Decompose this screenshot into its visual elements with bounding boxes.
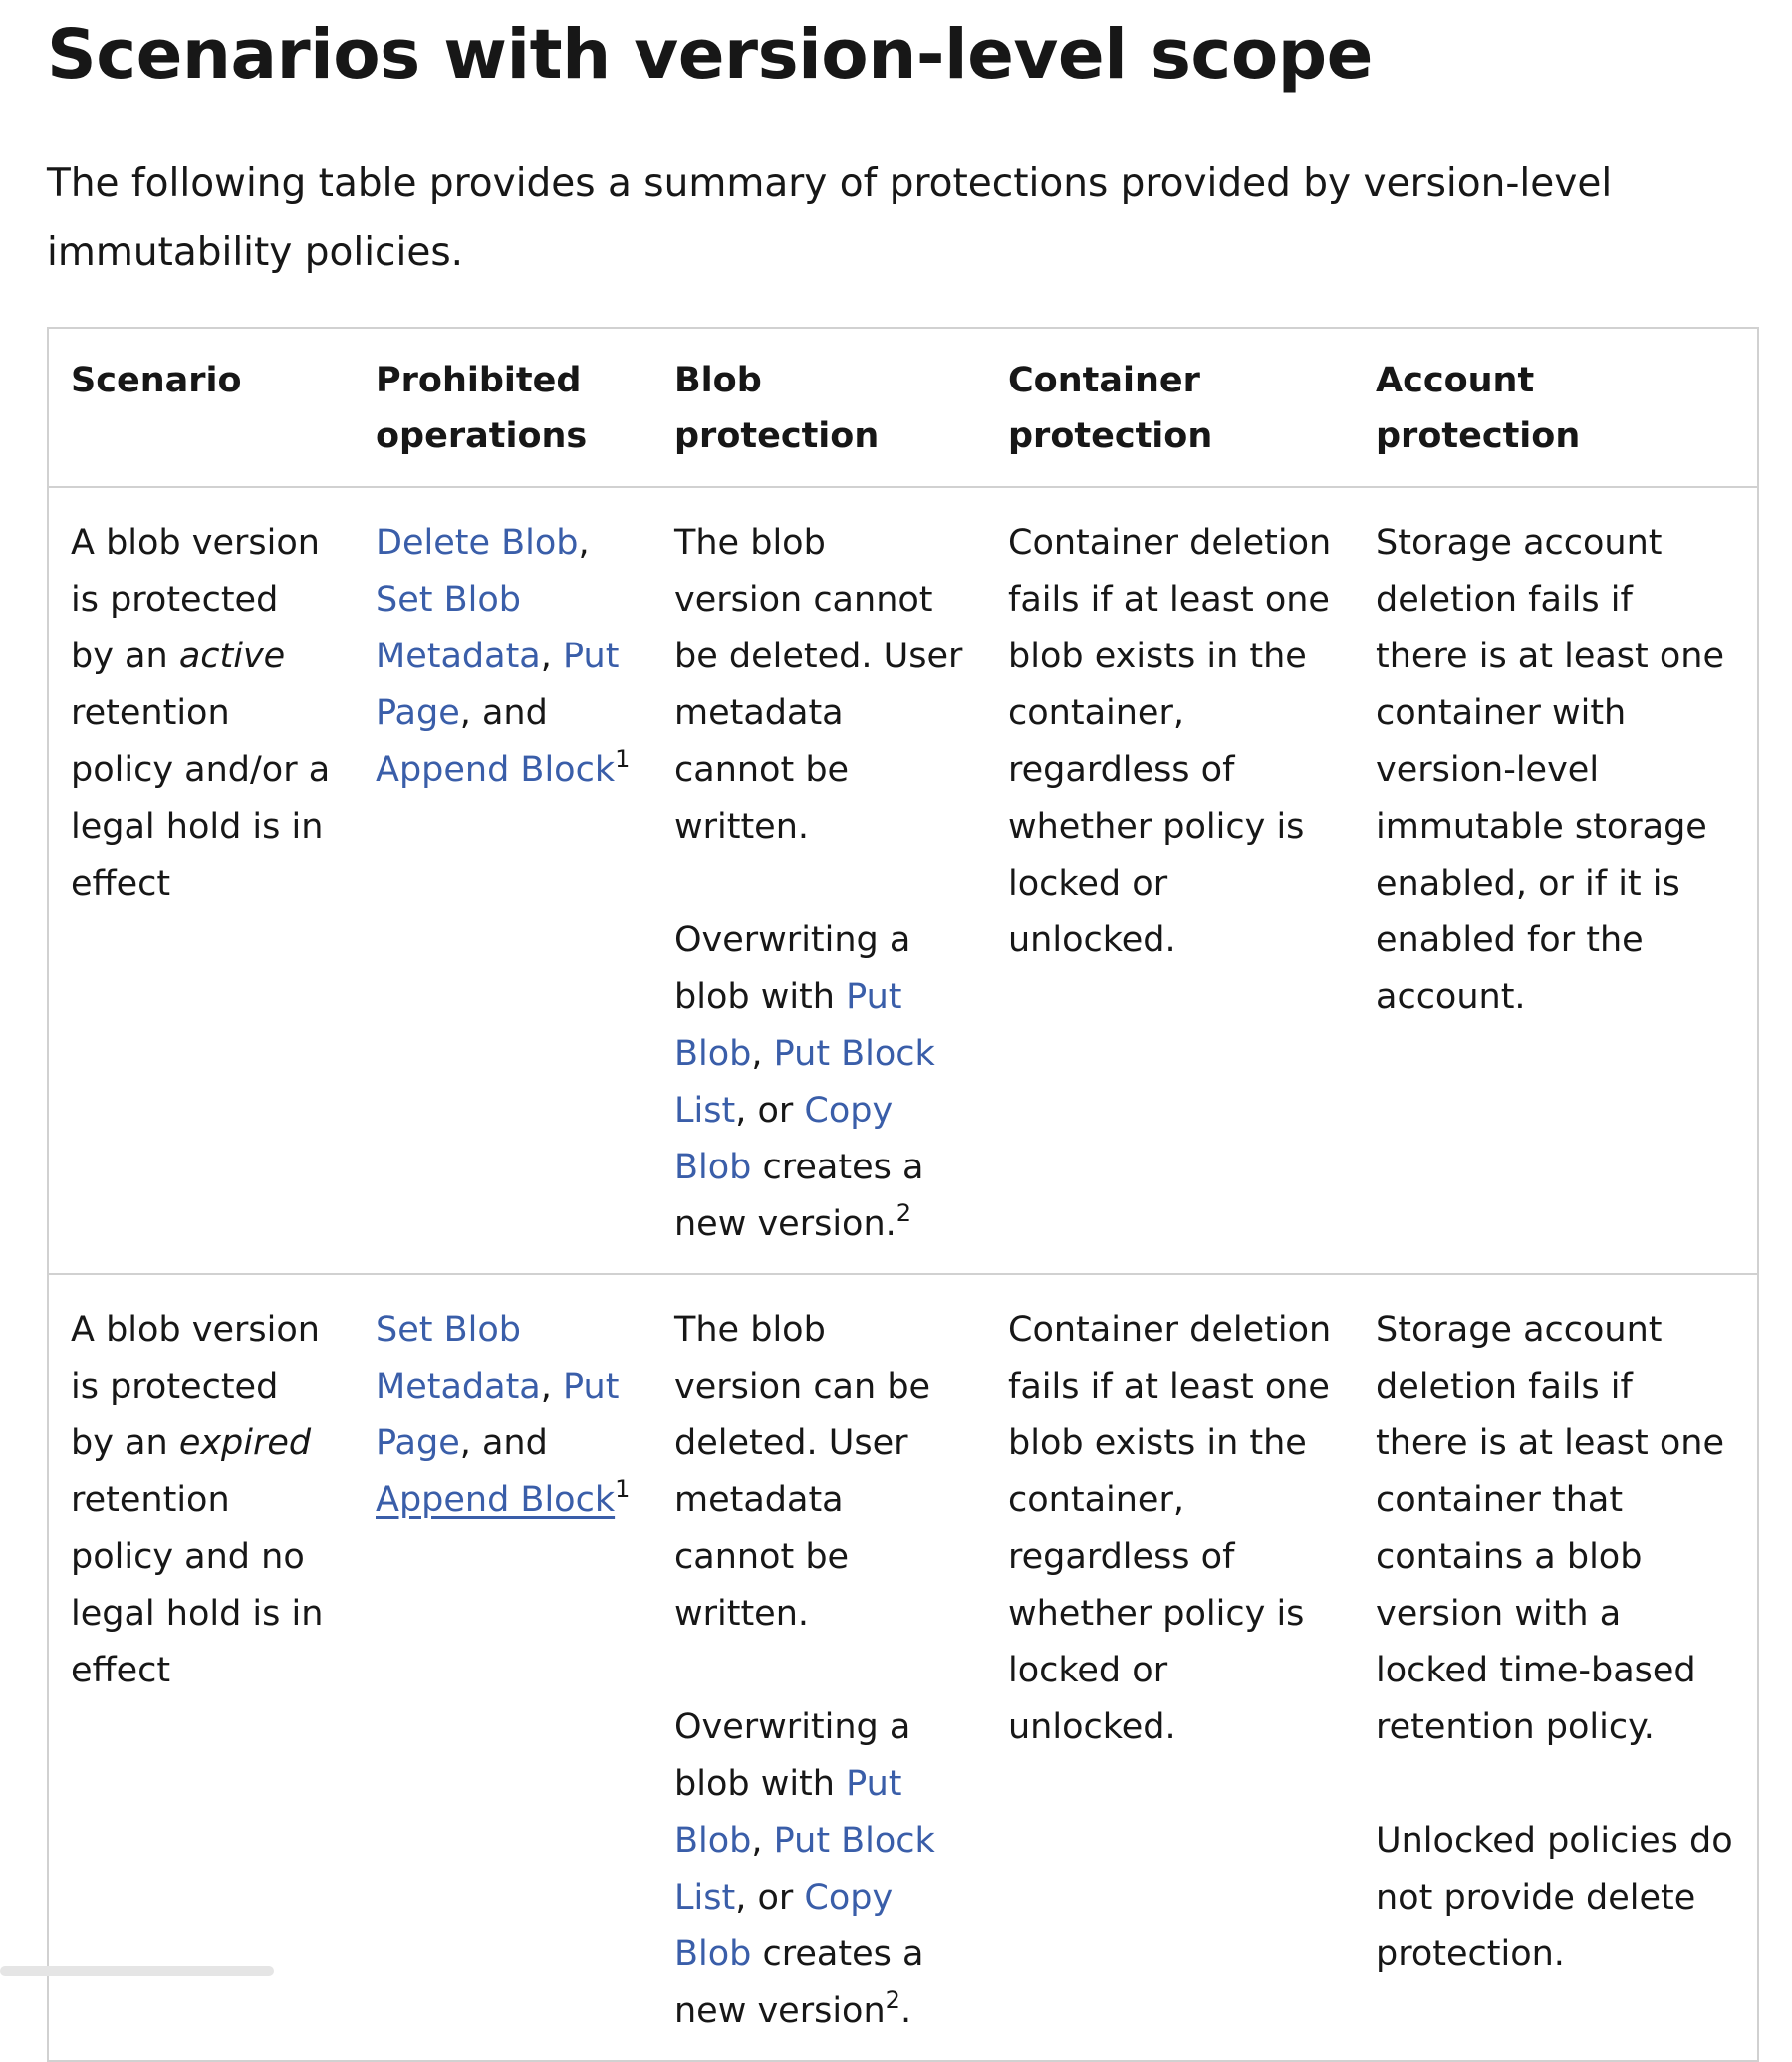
footnote-marker: 2 bbox=[896, 1199, 912, 1227]
blob-overwrite-text bbox=[674, 1699, 964, 2040]
header-prohibited-operations: Prohibited operations bbox=[376, 361, 588, 456]
header-scenario: Scenario bbox=[71, 361, 242, 400]
separator: , and bbox=[459, 693, 548, 733]
append-block-link[interactable]: Append Block bbox=[376, 750, 616, 790]
cell-scenario bbox=[48, 1274, 354, 2061]
append-block-link[interactable]: Append Block bbox=[376, 1480, 616, 1520]
separator: , bbox=[578, 523, 590, 563]
set-blob-metadata-link[interactable]: Set Blob Metadata bbox=[376, 1310, 541, 1407]
blob-overwrite-text bbox=[674, 912, 964, 1253]
scenario-text-post: retention policy and/or a legal hold is in effect bbox=[71, 693, 331, 903]
horizontal-scrollbar[interactable] bbox=[0, 1966, 274, 1976]
text-fragment: . bbox=[899, 1991, 912, 2031]
text-fragment: creates a new version. bbox=[674, 1148, 924, 1244]
separator: , bbox=[540, 1367, 564, 1407]
protections-table bbox=[47, 327, 1759, 2062]
header-container-protection: Container protection bbox=[1008, 361, 1213, 456]
cell-blob-protection bbox=[652, 487, 986, 1274]
blob-protection-text: The blob version cannot be deleted. User metadata cannot be written. bbox=[674, 523, 963, 847]
table-row bbox=[48, 1274, 1758, 2061]
separator: , bbox=[751, 1034, 774, 1074]
page-title: Scenarios with version-level scope bbox=[47, 15, 1373, 95]
header-blob-protection: Blob protection bbox=[674, 361, 880, 456]
put-page-link[interactable]: Put Page bbox=[376, 637, 620, 733]
cell-prohibited-operations bbox=[354, 487, 652, 1274]
account-protection-text: Storage account deletion fails if there is at least one container with version-level immutable storage enabled, or if it is enabled for the account. bbox=[1376, 523, 1725, 1017]
cell-container-protection: Container deletion fails if at least one blob exists in the container, regardless of whether policy is locked or unlocked. bbox=[986, 487, 1354, 1274]
header-account-protection: Account protection bbox=[1376, 361, 1581, 456]
cell-account-protection bbox=[1354, 487, 1758, 1274]
scenario-emphasis: active bbox=[178, 637, 286, 676]
put-page-link[interactable]: Put Page bbox=[376, 1367, 620, 1463]
separator: , bbox=[751, 1821, 774, 1861]
text-fragment: creates a new version bbox=[674, 1934, 924, 2031]
cell-scenario bbox=[48, 487, 354, 1274]
cell-prohibited-operations bbox=[354, 1274, 652, 2061]
separator: , or bbox=[735, 1878, 805, 1918]
put-block-list-link[interactable]: Put Block List bbox=[674, 1034, 935, 1131]
cell-account-protection bbox=[1354, 1274, 1758, 2061]
account-protection-note: Unlocked policies do not provide delete protection. bbox=[1376, 1821, 1733, 1974]
separator: , and bbox=[459, 1423, 548, 1463]
separator: , or bbox=[735, 1091, 805, 1131]
footnote-marker: 1 bbox=[615, 1475, 631, 1503]
set-blob-metadata-link[interactable]: Set Blob Metadata bbox=[376, 580, 541, 676]
copy-blob-link[interactable]: Copy Blob bbox=[674, 1878, 894, 1974]
put-blob-link[interactable]: Put Blob bbox=[674, 1764, 902, 1861]
footnote-marker: 1 bbox=[615, 745, 631, 773]
cell-container-protection: Container deletion fails if at least one blob exists in the container, regardless of whether policy is locked or unlocked. bbox=[986, 1274, 1354, 2061]
scenario-text-post: retention policy and no legal hold is in effect bbox=[71, 1480, 324, 1690]
table-row bbox=[48, 487, 1758, 1274]
scenario-text-pre: A blob version is protected by an bbox=[71, 1310, 320, 1463]
intro-paragraph: The following table provides a summary of protections provided by version-level immutability policies. bbox=[47, 161, 1613, 275]
blob-protection-text: The blob version can be deleted. User metadata cannot be written. bbox=[674, 1310, 931, 1634]
footnote-marker: 2 bbox=[885, 1986, 900, 2014]
scenario-text-pre: A blob version is protected by an bbox=[71, 523, 320, 676]
scenario-emphasis: expired bbox=[178, 1423, 312, 1463]
cell-blob-protection bbox=[652, 1274, 986, 2061]
put-block-list-link[interactable]: Put Block List bbox=[674, 1821, 935, 1918]
separator: , bbox=[540, 637, 564, 676]
text-fragment: Overwriting a blob with bbox=[674, 1707, 911, 1804]
table-header-row bbox=[48, 328, 1758, 487]
put-blob-link[interactable]: Put Blob bbox=[674, 977, 902, 1074]
copy-blob-link[interactable]: Copy Blob bbox=[674, 1091, 894, 1187]
account-protection-text: Storage account deletion fails if there is at least one container that contains a blob version with a locked time-based retention policy. bbox=[1376, 1310, 1725, 1747]
delete-blob-link[interactable]: Delete Blob bbox=[376, 523, 579, 563]
text-fragment: Overwriting a blob with bbox=[674, 920, 911, 1017]
